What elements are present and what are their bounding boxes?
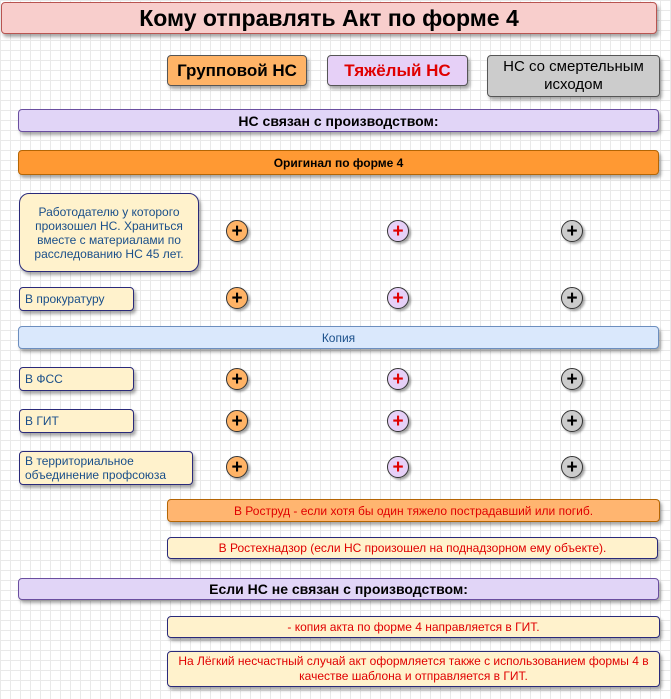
plus-icon: +	[561, 368, 583, 390]
row-employer: Работодателю у которого произошел НС. Храниться вместе с материалами по расследованию НС 45 лет.	[19, 193, 199, 272]
plus-icon: +	[226, 368, 248, 390]
row-prosecutor: В прокуратуру	[19, 287, 134, 311]
note-rostrud: В Роструд - если хотя бы один тяжело пострадавший или погиб.	[167, 499, 660, 522]
plus-icon: +	[226, 220, 248, 242]
note-copy-git: - копия акта по форме 4 направляется в ГИТ.	[167, 616, 660, 638]
plus-icon: +	[561, 287, 583, 309]
page-title: Кому отправлять Акт по форме 4	[1, 2, 657, 34]
column-header-death: НС со смертельным исходом	[487, 55, 660, 97]
note-light-accident: На Лёгкий несчастный случай акт оформляется также с использованием формы 4 в качестве шаблона и отправляется в ГИТ.	[167, 651, 660, 687]
plus-icon: +	[387, 368, 409, 390]
section-not-related: Если НС не связан с производством:	[18, 578, 659, 600]
column-header-heavy: Тяжёлый НС	[327, 55, 468, 86]
plus-icon: +	[561, 456, 583, 478]
note-rostekhnadzor: В Ростехнадзор (если НС произошел на поднадзорном ему объекте).	[167, 537, 658, 559]
plus-icon: +	[226, 410, 248, 432]
plus-icon: +	[387, 410, 409, 432]
section-copy: Копия	[18, 326, 659, 349]
row-union: В территориальное объединение профсоюза	[19, 451, 193, 485]
plus-icon: +	[387, 220, 409, 242]
row-git: В ГИТ	[19, 409, 134, 433]
plus-icon: +	[226, 287, 248, 309]
plus-icon: +	[561, 410, 583, 432]
column-header-group: Групповой НС	[167, 55, 307, 86]
plus-icon: +	[387, 456, 409, 478]
section-original: Оригинал по форме 4	[18, 150, 659, 175]
section-related: НС связан с производством:	[18, 109, 659, 132]
row-fss: В ФСС	[19, 367, 134, 391]
plus-icon: +	[226, 456, 248, 478]
plus-icon: +	[387, 287, 409, 309]
plus-icon: +	[561, 220, 583, 242]
